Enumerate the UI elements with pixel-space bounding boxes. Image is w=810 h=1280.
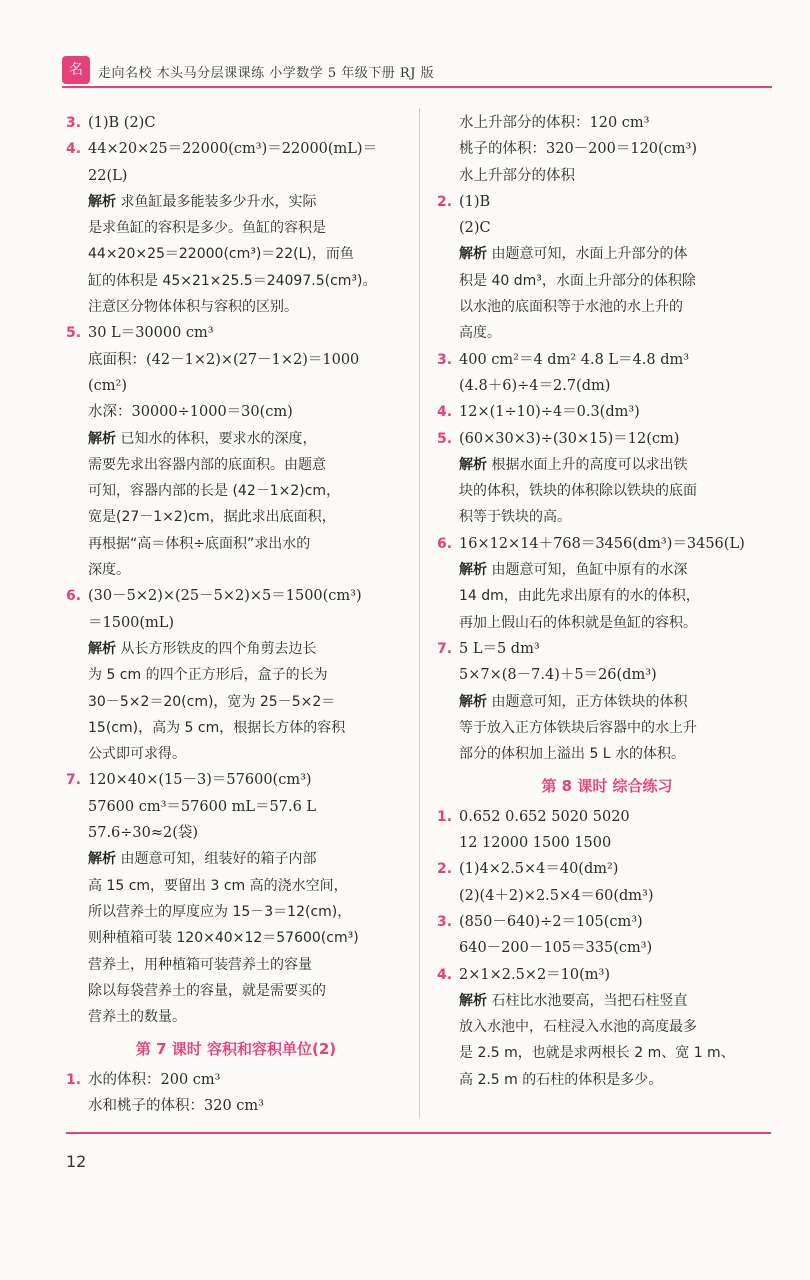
question-number: 3. xyxy=(437,913,453,930)
analysis-line xyxy=(459,1067,777,1093)
answer-line: (30－5×2)×(25－5×2)×5＝1500(cm³) xyxy=(88,588,362,605)
analysis-line xyxy=(459,583,777,609)
answer-item xyxy=(66,110,406,136)
analysis-text: 是 2.5 m，也就是求两根长 2 m、宽 1 m、 xyxy=(459,1045,735,1062)
analysis-line xyxy=(88,978,406,1004)
analysis-text: 求鱼缸最多能装多少升水，实际 xyxy=(116,193,317,210)
analysis-line xyxy=(459,610,777,636)
analysis-text: 积是 40 dm³，水面上升部分的体积除 xyxy=(459,272,696,289)
question-number: 6. xyxy=(437,535,453,552)
question-number: 4. xyxy=(66,141,82,158)
analysis-text: 是求鱼缸的容积是多少。鱼缸的容积是 xyxy=(88,220,326,237)
answer-line: 0.652 0.652 5020 5020 xyxy=(459,808,630,825)
analysis-line xyxy=(459,689,777,715)
question-number: 2. xyxy=(437,193,453,210)
answer-line: (1)B xyxy=(459,193,491,210)
analysis-line xyxy=(88,452,406,478)
analysis-label: 解析 xyxy=(459,693,487,710)
answer-item xyxy=(437,962,777,1093)
answer-line: 120×40×(15－3)＝57600(cm³) xyxy=(88,772,312,789)
analysis-text: 高 15 cm，要留出 3 cm 高的浇水空间， xyxy=(88,877,348,894)
answer-line: 12 12000 1500 1500 xyxy=(459,835,612,852)
analysis-line xyxy=(88,952,406,978)
analysis-text: 再根据“高＝体积÷底面积”求出水的 xyxy=(88,535,311,552)
header-title: 走向名校 木头马分层课课练 小学数学 5 年级下册 RJ 版 xyxy=(98,66,435,81)
left-column xyxy=(66,110,406,1119)
analysis-text: 由题意可知，水面上升部分的体 xyxy=(487,246,688,263)
right-column xyxy=(437,110,777,1093)
analysis-text: 块的体积，铁块的体积除以铁块的底面 xyxy=(459,483,697,500)
analysis-text: 部分的体积加上溢出 5 L 水的体积。 xyxy=(459,746,686,763)
analysis-line xyxy=(459,504,777,530)
answer-line: 22(L) xyxy=(88,167,128,184)
analysis-label: 解析 xyxy=(88,640,116,657)
analysis-line xyxy=(459,1014,777,1040)
analysis-line xyxy=(459,1040,777,1066)
analysis-line xyxy=(459,988,777,1014)
header-rule xyxy=(62,86,772,88)
answer-line: 640－200－105＝335(cm³) xyxy=(459,940,653,957)
question-number: 4. xyxy=(437,966,453,983)
analysis-line xyxy=(88,925,406,951)
analysis-line xyxy=(459,294,777,320)
analysis-line xyxy=(88,741,406,767)
analysis-text: 从长方形铁皮的四个角剪去边长 xyxy=(116,640,317,657)
analysis-text: 14 dm，由此先求出原有的水的体积， xyxy=(459,588,700,605)
answer-line: 5 L＝5 dm³ xyxy=(459,640,540,657)
column-divider xyxy=(419,108,420,1118)
answer-line: 57.6÷30≈2(袋) xyxy=(88,825,199,842)
analysis-text: 再加上假山石的体积就是鱼缸的容积。 xyxy=(459,614,697,631)
analysis-label: 解析 xyxy=(459,246,487,263)
answer-item xyxy=(437,399,777,425)
analysis-text: 由题意可知，组装好的箱子内部 xyxy=(116,851,317,868)
analysis-label: 解析 xyxy=(459,562,487,579)
analysis-text: 由题意可知，鱼缸中原有的水深 xyxy=(487,562,688,579)
analysis-text: 深度。 xyxy=(88,562,130,579)
answer-item xyxy=(437,804,777,857)
answer-line: (4.8＋6)÷4＝2.7(dm) xyxy=(459,377,611,394)
brand-logo-icon: 名 xyxy=(62,56,90,84)
analysis-text: 为 5 cm 的四个正方形后，盒子的长为 xyxy=(88,667,328,684)
analysis-label: 解析 xyxy=(459,456,487,473)
question-number: 1. xyxy=(66,1071,82,1088)
answer-line: 5×7×(8－7.4)＋5＝26(dm³) xyxy=(459,667,657,684)
answer-line: 400 cm²＝4 dm² 4.8 L＝4.8 dm³ xyxy=(459,351,690,368)
analysis-text: 除以每袋营养土的容量，就是需要买的 xyxy=(88,982,326,999)
analysis-line xyxy=(88,873,406,899)
answer-line: (60×30×3)÷(30×15)＝12(cm) xyxy=(459,430,680,447)
question-number: 7. xyxy=(66,772,82,789)
analysis-label: 解析 xyxy=(88,430,116,447)
question-number: 1. xyxy=(437,808,453,825)
question-number: 2. xyxy=(437,861,453,878)
analysis-text: 石柱比水池要高，当把石柱竖直 xyxy=(487,992,688,1009)
analysis-line xyxy=(88,662,406,688)
analysis-text: 宽是(27－1×2)cm，据此求出底面积， xyxy=(88,509,336,526)
analysis-line xyxy=(88,1004,406,1030)
analysis-line xyxy=(88,426,406,452)
analysis-text: 15(cm)，高为 5 cm，根据长方体的容积 xyxy=(88,719,346,736)
question-number: 5. xyxy=(437,430,453,447)
answer-item xyxy=(66,1067,406,1120)
answer-item xyxy=(66,136,406,320)
answer-item xyxy=(437,347,777,400)
answer-line: 水上升部分的体积：120 cm³ xyxy=(459,115,650,131)
answer-line: 57600 cm³＝57600 mL＝57.6 L xyxy=(88,798,317,815)
answer-line: (1)4×2.5×4＝40(dm²) xyxy=(459,861,619,878)
answer-item xyxy=(437,189,777,347)
analysis-text: 注意区分物体体积与容积的区别。 xyxy=(88,299,298,316)
page-number: 12 xyxy=(66,1152,87,1171)
analysis-line xyxy=(459,452,777,478)
analysis-label: 解析 xyxy=(88,851,116,868)
analysis-line xyxy=(88,715,406,741)
analysis-text: 等于放入正方体铁块后容器中的水上升 xyxy=(459,719,697,736)
answer-line: 水深：30000÷1000＝30(cm) xyxy=(88,404,293,421)
analysis-line xyxy=(88,478,406,504)
analysis-line xyxy=(88,241,406,267)
analysis-text: 缸的体积是 45×21×25.5＝24097.5(cm³)。 xyxy=(88,272,377,289)
answer-line: 水的体积：200 cm³ xyxy=(88,1071,221,1088)
answer-line: (850－640)÷2＝105(cm³) xyxy=(459,913,643,930)
footer-rule xyxy=(66,1132,771,1134)
analysis-text: 已知水的体积，要求水的深度， xyxy=(116,430,317,447)
answer-item xyxy=(437,426,777,531)
answer-item xyxy=(437,636,777,767)
analysis-text: 营养土的数量。 xyxy=(88,1009,186,1026)
answer-line: (2)C xyxy=(459,220,491,237)
analysis-line xyxy=(459,268,777,294)
analysis-text: 可知，容器内部的长是 (42－1×2)cm， xyxy=(88,483,341,500)
analysis-text: 由题意可知，正方体铁块的体积 xyxy=(487,693,688,710)
analysis-line xyxy=(88,531,406,557)
answer-item xyxy=(66,767,406,1030)
analysis-line xyxy=(459,320,777,346)
analysis-text: 高度。 xyxy=(459,325,501,342)
analysis-label: 解析 xyxy=(459,992,487,1009)
analysis-line xyxy=(459,241,777,267)
answer-line: (2)(4＋2)×2.5×4＝60(dm³) xyxy=(459,887,654,904)
question-number: 3. xyxy=(66,115,82,131)
answer-line: 底面积：(42－1×2)×(27－1×2)＝1000 xyxy=(88,351,360,368)
analysis-line xyxy=(88,899,406,925)
answer-line: 2×1×2.5×2＝10(m³) xyxy=(459,966,611,983)
answer-item xyxy=(66,320,406,583)
answer-line: (cm²) xyxy=(88,377,127,394)
question-number: 4. xyxy=(437,404,453,421)
analysis-text: 44×20×25＝22000(cm³)＝22(L)，而鱼 xyxy=(88,246,354,263)
analysis-line xyxy=(88,294,406,320)
answer-item xyxy=(437,909,777,962)
analysis-text: 以水池的底面积等于水池的水上升的 xyxy=(459,299,683,316)
answer-line: 30 L＝30000 cm³ xyxy=(88,325,214,342)
answer-line: 水和桃子的体积：320 cm³ xyxy=(88,1097,264,1114)
analysis-line xyxy=(459,557,777,583)
answer-line: 44×20×25＝22000(cm³)＝22000(mL)＝ xyxy=(88,141,378,158)
analysis-text: 根据水面上升的高度可以求出铁 xyxy=(487,456,688,473)
answer-line: 16×12×14＋768＝3456(dm³)＝3456(L) xyxy=(459,535,745,552)
answer-line: 桃子的体积：320－200＝120(cm³) xyxy=(459,141,698,158)
analysis-text: 所以营养土的厚度应为 15－3＝12(cm)， xyxy=(88,903,352,920)
answer-item xyxy=(437,110,777,189)
question-number: 6. xyxy=(66,588,82,605)
answer-line: 12×(1÷10)÷4＝0.3(dm³) xyxy=(459,404,640,421)
analysis-text: 积等于铁块的高。 xyxy=(459,509,571,526)
analysis-text: 放入水池中，石柱浸入水池的高度最多 xyxy=(459,1019,697,1036)
section-heading: 第 8 课时 综合练习 xyxy=(541,777,673,796)
section-heading: 第 7 课时 容积和容积单位(2) xyxy=(135,1040,337,1059)
answer-item xyxy=(437,531,777,636)
analysis-line xyxy=(88,189,406,215)
analysis-text: 30－5×2＝20(cm)，宽为 25－5×2＝ xyxy=(88,693,336,710)
analysis-line xyxy=(88,504,406,530)
answer-item xyxy=(66,583,406,767)
question-number: 3. xyxy=(437,351,453,368)
answer-item xyxy=(437,856,777,909)
answer-line: 水上升部分的体积 xyxy=(459,167,575,184)
analysis-text: 需要先求出容器内部的底面积。由题意 xyxy=(88,456,326,473)
analysis-text: 营养土，用种植箱可装营养土的容量 xyxy=(88,956,312,973)
analysis-label: 解析 xyxy=(88,193,116,210)
analysis-text: 则种植箱可装 120×40×12＝57600(cm³) xyxy=(88,930,359,947)
analysis-line xyxy=(459,715,777,741)
analysis-line xyxy=(88,557,406,583)
answer-line: (1)B (2)C xyxy=(88,115,156,131)
analysis-line xyxy=(459,741,777,767)
answer-line: ＝1500(mL) xyxy=(88,614,175,631)
analysis-text: 公式即可求得。 xyxy=(88,746,186,763)
analysis-line xyxy=(88,636,406,662)
analysis-line xyxy=(88,268,406,294)
analysis-text: 高 2.5 m 的石柱的体积是多少。 xyxy=(459,1071,663,1088)
analysis-line xyxy=(88,846,406,872)
page-header xyxy=(62,56,772,88)
question-number: 5. xyxy=(66,325,82,342)
question-number: 7. xyxy=(437,640,453,657)
analysis-line xyxy=(88,689,406,715)
analysis-line xyxy=(459,478,777,504)
analysis-line xyxy=(88,215,406,241)
